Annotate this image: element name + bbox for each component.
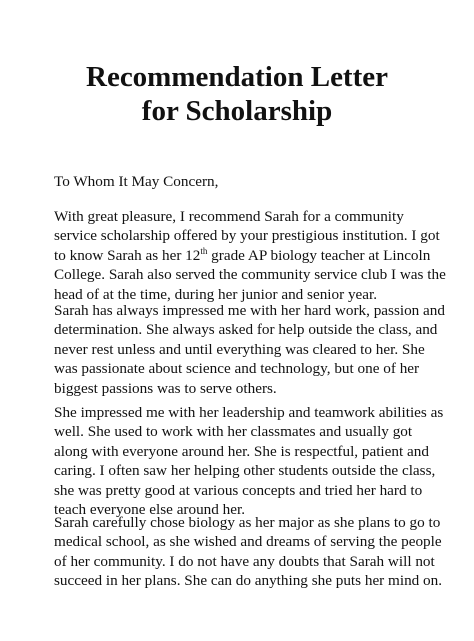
grade-superscript: th: [200, 245, 208, 256]
paragraph-4-line: medical school, as she wished and dreams of serving the people: [54, 533, 442, 551]
paragraph-4-line: of her community. I do not have any doubts that Sarah will not: [54, 552, 435, 570]
salutation: To Whom It May Concern,: [54, 173, 219, 190]
paragraph-2: [54, 301, 445, 398]
paragraph-4: [54, 513, 442, 591]
paragraph-2-line: determination. She always asked for help outside the class, and: [54, 321, 438, 339]
title-line-1: Recommendation Letter: [86, 61, 388, 93]
paragraph-1-line: [54, 246, 446, 265]
paragraph-2-line: biggest passions was to serve others.: [54, 379, 277, 397]
paragraph-1: [54, 207, 446, 304]
paragraph-3-line: teach everyone else around her.: [54, 501, 246, 519]
title-line-2: for Scholarship: [141, 95, 333, 127]
paragraph-2-line: never rest unless and until everything was cleared to her. She: [54, 340, 425, 358]
paragraph-3-line: she was pretty good at various concepts and tried her hard to: [54, 481, 423, 499]
paragraph-3-line: along with everyone around her. She is respectful, patient and: [54, 442, 429, 460]
paragraph-4-line: Sarah carefully chose biology as her major as she plans to go to: [54, 514, 441, 531]
paragraph-1-line: service scholarship offered by your prestigious institution. I got: [54, 227, 440, 245]
paragraph-2-line: was passionate about science and technology, but one of her: [54, 360, 420, 378]
paragraph-3-line: well. She used to work with her classmates and usually got: [54, 423, 413, 441]
document-title: [0, 60, 474, 128]
paragraph-1-line: head of at the time, during her junior and senior year.: [54, 285, 378, 303]
grade-text: to know Sarah as her 12: [54, 246, 201, 264]
paragraph-3-line: caring. I often saw her helping other students outside the class,: [54, 462, 436, 480]
paragraph-3-line: She impressed me with her leadership and teamwork abilities as: [54, 404, 444, 421]
paragraph-1-line: With great pleasure, I recommend Sarah for a community: [54, 208, 404, 225]
paragraph-4-line: succeed in her plans. She can do anything she puts her mind on.: [54, 572, 443, 590]
paragraph-3: [54, 403, 443, 519]
paragraph-2-line: Sarah has always impressed me with her hard work, passion and: [54, 302, 445, 319]
paragraph-1-line: College. Sarah also served the community service club I was the: [54, 266, 446, 284]
grade-text-rest: grade AP biology teacher at Lincoln: [207, 246, 431, 264]
